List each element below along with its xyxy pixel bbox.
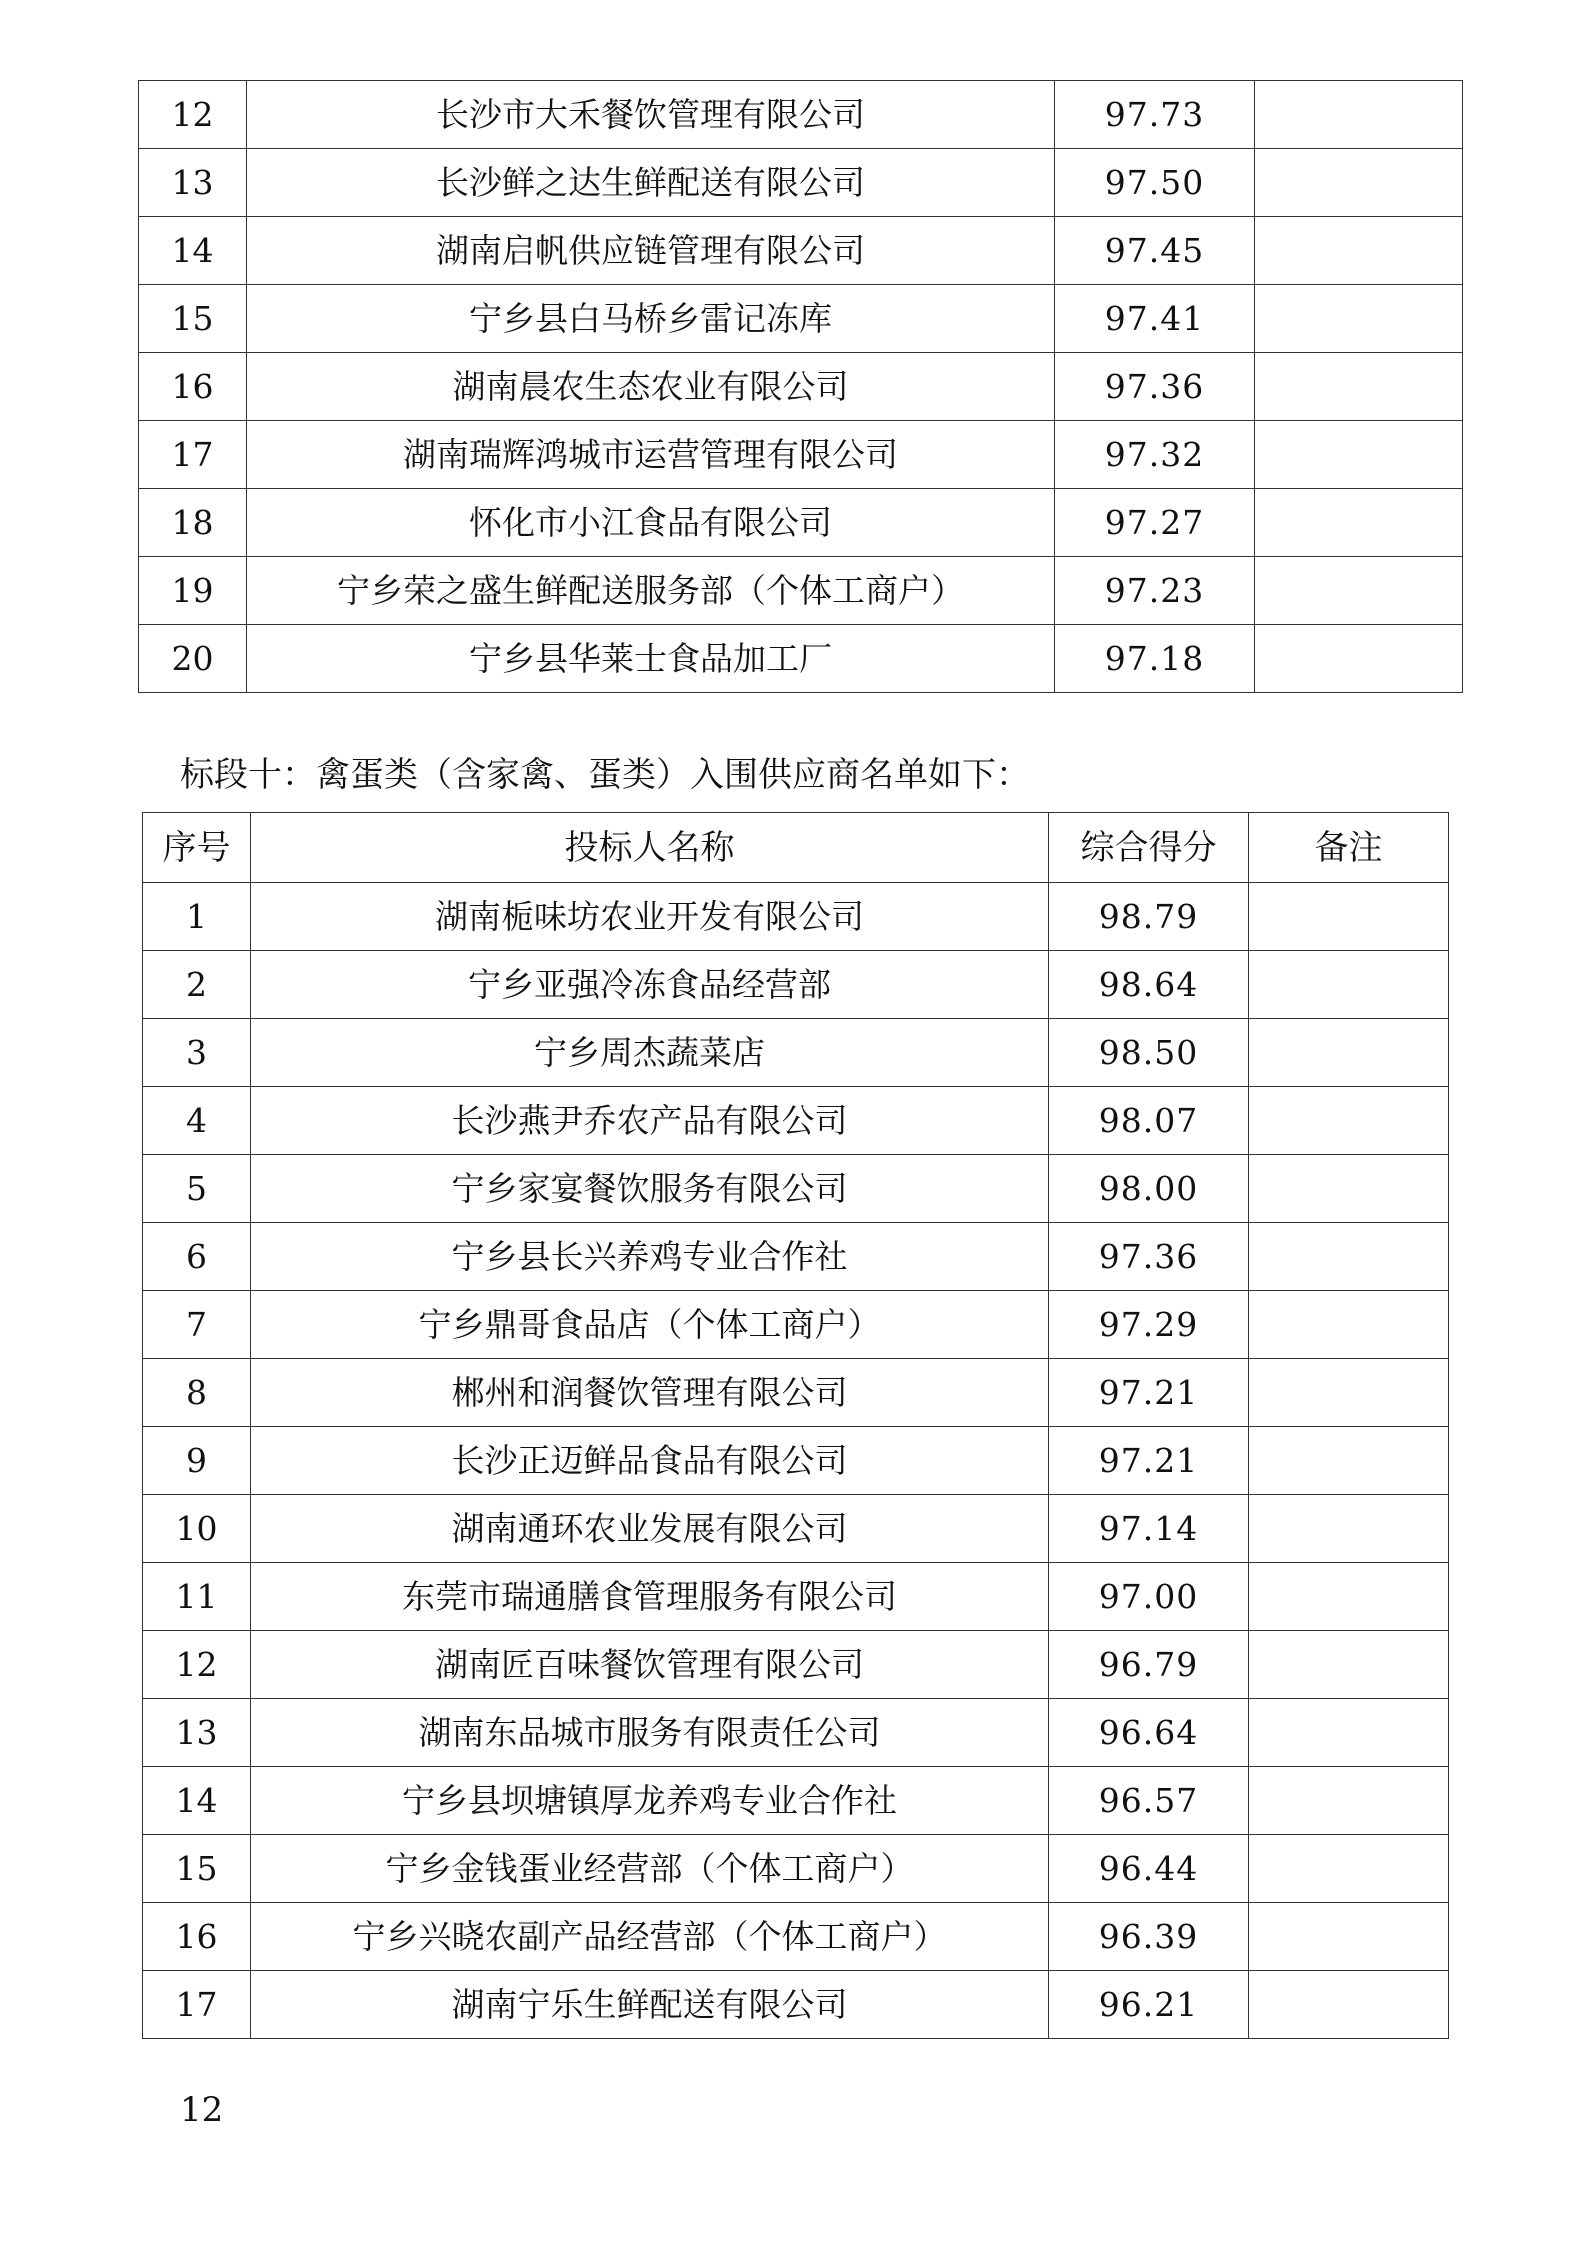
bidder-name-cell: 宁乡荣之盛生鲜配送服务部（个体工商户） [247, 557, 1055, 625]
table-row [143, 1087, 1449, 1155]
remarks-cell [1249, 1359, 1449, 1427]
total-score-cell: 96.57 [1049, 1767, 1249, 1835]
poultry-egg-supplier-table-body [143, 883, 1449, 2039]
total-score-cell: 97.36 [1055, 353, 1255, 421]
table-row [139, 285, 1463, 353]
serial-number-cell: 11 [143, 1563, 251, 1631]
serial-number-cell: 14 [143, 1767, 251, 1835]
bidder-name-cell: 湖南栀味坊农业开发有限公司 [251, 883, 1049, 951]
bidder-name-cell: 长沙燕尹乔农产品有限公司 [251, 1087, 1049, 1155]
page-number: 12 [180, 2090, 224, 2130]
remarks-cell [1249, 1903, 1449, 1971]
total-score-cell: 97.14 [1049, 1495, 1249, 1563]
serial-number-cell: 2 [143, 951, 251, 1019]
total-score-cell: 97.23 [1055, 557, 1255, 625]
table-row [143, 1155, 1449, 1223]
header-remarks: 备注 [1249, 813, 1449, 883]
table-row [143, 1971, 1449, 2039]
bidder-name-cell: 东莞市瑞通膳食管理服务有限公司 [251, 1563, 1049, 1631]
bidder-name-cell: 长沙鲜之达生鲜配送有限公司 [247, 149, 1055, 217]
remarks-cell [1249, 1223, 1449, 1291]
serial-number-cell: 3 [143, 1019, 251, 1087]
table-row [139, 421, 1463, 489]
bidder-name-cell: 宁乡家宴餐饮服务有限公司 [251, 1155, 1049, 1223]
serial-number-cell: 14 [139, 217, 247, 285]
table-row [143, 1699, 1449, 1767]
header-total-score: 综合得分 [1049, 813, 1249, 883]
table-row [139, 353, 1463, 421]
remarks-cell [1249, 1631, 1449, 1699]
bidder-name-cell: 宁乡鼎哥食品店（个体工商户） [251, 1291, 1049, 1359]
serial-number-cell: 7 [143, 1291, 251, 1359]
remarks-cell [1255, 353, 1463, 421]
remarks-cell [1249, 883, 1449, 951]
supplier-table-continued-body [139, 81, 1463, 693]
serial-number-cell: 6 [143, 1223, 251, 1291]
total-score-cell: 96.64 [1049, 1699, 1249, 1767]
total-score-cell: 97.21 [1049, 1427, 1249, 1495]
bidder-name-cell: 郴州和润餐饮管理有限公司 [251, 1359, 1049, 1427]
remarks-cell [1249, 1155, 1449, 1223]
bidder-name-cell: 宁乡县坝塘镇厚龙养鸡专业合作社 [251, 1767, 1049, 1835]
serial-number-cell: 17 [143, 1971, 251, 2039]
table-row [139, 489, 1463, 557]
table-row [139, 625, 1463, 693]
supplier-table-continued [138, 80, 1463, 693]
serial-number-cell: 16 [143, 1903, 251, 1971]
remarks-cell [1255, 421, 1463, 489]
bidder-name-cell: 长沙市大禾餐饮管理有限公司 [247, 81, 1055, 149]
remarks-cell [1249, 1767, 1449, 1835]
remarks-cell [1249, 1087, 1449, 1155]
total-score-cell: 96.21 [1049, 1971, 1249, 2039]
bidder-name-cell: 宁乡县白马桥乡雷记冻库 [247, 285, 1055, 353]
table-row [143, 951, 1449, 1019]
table-row [143, 1767, 1449, 1835]
total-score-cell: 97.41 [1055, 285, 1255, 353]
bidder-name-cell: 湖南瑞辉鸿城市运营管理有限公司 [247, 421, 1055, 489]
remarks-cell [1249, 1495, 1449, 1563]
total-score-cell: 97.00 [1049, 1563, 1249, 1631]
poultry-egg-supplier-table [142, 812, 1449, 2039]
table-row [143, 1427, 1449, 1495]
bidder-name-cell: 湖南启帆供应链管理有限公司 [247, 217, 1055, 285]
total-score-cell: 97.27 [1055, 489, 1255, 557]
remarks-cell [1255, 557, 1463, 625]
total-score-cell: 96.39 [1049, 1903, 1249, 1971]
remarks-cell [1255, 285, 1463, 353]
table-row [143, 1359, 1449, 1427]
bidder-name-cell: 怀化市小江食品有限公司 [247, 489, 1055, 557]
remarks-cell [1255, 489, 1463, 557]
serial-number-cell: 18 [139, 489, 247, 557]
total-score-cell: 98.07 [1049, 1087, 1249, 1155]
table-row [139, 217, 1463, 285]
serial-number-cell: 12 [143, 1631, 251, 1699]
table-row [143, 1019, 1449, 1087]
bidder-name-cell: 宁乡兴晓农副产品经营部（个体工商户） [251, 1903, 1049, 1971]
serial-number-cell: 4 [143, 1087, 251, 1155]
serial-number-cell: 12 [139, 81, 247, 149]
remarks-cell [1255, 625, 1463, 693]
serial-number-cell: 13 [143, 1699, 251, 1767]
table-row [139, 557, 1463, 625]
bidder-name-cell: 湖南匠百味餐饮管理有限公司 [251, 1631, 1049, 1699]
remarks-cell [1249, 1835, 1449, 1903]
table-row [139, 149, 1463, 217]
serial-number-cell: 13 [139, 149, 247, 217]
table-row [143, 1903, 1449, 1971]
total-score-cell: 97.18 [1055, 625, 1255, 693]
bidder-name-cell: 宁乡亚强冷冻食品经营部 [251, 951, 1049, 1019]
total-score-cell: 98.79 [1049, 883, 1249, 951]
serial-number-cell: 15 [143, 1835, 251, 1903]
remarks-cell [1249, 1291, 1449, 1359]
remarks-cell [1255, 81, 1463, 149]
serial-number-cell: 19 [139, 557, 247, 625]
remarks-cell [1255, 149, 1463, 217]
total-score-cell: 97.45 [1055, 217, 1255, 285]
remarks-cell [1249, 1971, 1449, 2039]
total-score-cell: 97.21 [1049, 1359, 1249, 1427]
bidder-name-cell: 长沙正迈鲜品食品有限公司 [251, 1427, 1049, 1495]
table-row [143, 1563, 1449, 1631]
table-row [143, 1495, 1449, 1563]
bidder-name-cell: 宁乡周杰蔬菜店 [251, 1019, 1049, 1087]
remarks-cell [1255, 217, 1463, 285]
table-row [143, 883, 1449, 951]
serial-number-cell: 16 [139, 353, 247, 421]
remarks-cell [1249, 1699, 1449, 1767]
total-score-cell: 97.73 [1055, 81, 1255, 149]
table-row [143, 1835, 1449, 1903]
serial-number-cell: 9 [143, 1427, 251, 1495]
total-score-cell: 97.29 [1049, 1291, 1249, 1359]
table-row [139, 81, 1463, 149]
serial-number-cell: 8 [143, 1359, 251, 1427]
serial-number-cell: 20 [139, 625, 247, 693]
serial-number-cell: 10 [143, 1495, 251, 1563]
bidder-name-cell: 宁乡县华莱士食品加工厂 [247, 625, 1055, 693]
bidder-name-cell: 湖南东品城市服务有限责任公司 [251, 1699, 1049, 1767]
table-row [143, 1223, 1449, 1291]
bidder-name-cell: 宁乡金钱蛋业经营部（个体工商户） [251, 1835, 1049, 1903]
bidder-name-cell: 宁乡县长兴养鸡专业合作社 [251, 1223, 1049, 1291]
remarks-cell [1249, 1427, 1449, 1495]
remarks-cell [1249, 1563, 1449, 1631]
bidder-name-cell: 湖南晨农生态农业有限公司 [247, 353, 1055, 421]
remarks-cell [1249, 1019, 1449, 1087]
total-score-cell: 98.00 [1049, 1155, 1249, 1223]
total-score-cell: 97.36 [1049, 1223, 1249, 1291]
bidder-name-cell: 湖南宁乐生鲜配送有限公司 [251, 1971, 1049, 2039]
total-score-cell: 98.50 [1049, 1019, 1249, 1087]
total-score-cell: 97.32 [1055, 421, 1255, 489]
table-row [143, 1291, 1449, 1359]
header-bidder-name: 投标人名称 [251, 813, 1049, 883]
table-header-row [143, 813, 1449, 883]
serial-number-cell: 15 [139, 285, 247, 353]
total-score-cell: 96.44 [1049, 1835, 1249, 1903]
total-score-cell: 98.64 [1049, 951, 1249, 1019]
remarks-cell [1249, 951, 1449, 1019]
serial-number-cell: 1 [143, 883, 251, 951]
serial-number-cell: 17 [139, 421, 247, 489]
total-score-cell: 97.50 [1055, 149, 1255, 217]
table-row [143, 1631, 1449, 1699]
serial-number-cell: 5 [143, 1155, 251, 1223]
header-serial-number: 序号 [143, 813, 251, 883]
total-score-cell: 96.79 [1049, 1631, 1249, 1699]
section-heading: 标段十：禽蛋类（含家禽、蛋类）入围供应商名单如下： [180, 755, 1030, 795]
bidder-name-cell: 湖南通环农业发展有限公司 [251, 1495, 1049, 1563]
